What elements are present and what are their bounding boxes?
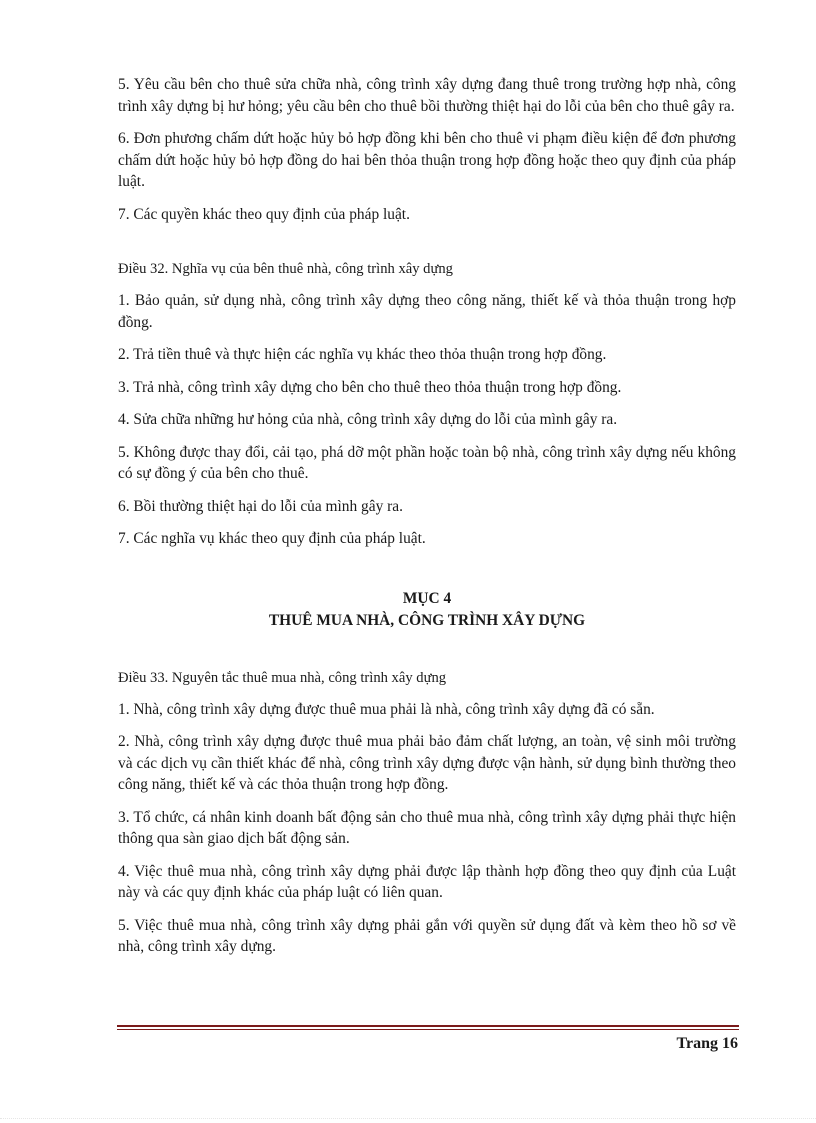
article33-item-2: 2. Nhà, công trình xây dựng được thuê mua phải bảo đảm chất lượng, an toàn, vệ sinh môi trường và các dịch vụ cần thiết khác để nhà, công trình xây dựng được vận hành, sử dụng bình thường theo công năng, thiết kế và các thỏa thuận trong hợp đồng. [118, 733, 736, 793]
article32-item-3: 3. Trả nhà, công trình xây dựng cho bên cho thuê theo thỏa thuận trong hợp đồng. [118, 378, 622, 396]
page-edge-divider [0, 1118, 816, 1119]
section-title: MỤC 4 [402, 589, 452, 607]
article33-item-3: 3. Tổ chức, cá nhân kinh doanh bất động sản cho thuê mua nhà, công trình xây dựng phải thực hiện thông qua sàn giao dịch bất động sản. [118, 808, 736, 847]
section-subtitle: THUÊ MUA NHÀ, CÔNG TRÌNH XÂY DỰNG [268, 611, 586, 629]
article32-item-1: 1. Bảo quản, sử dụng nhà, công trình xây dựng theo công năng, thiết kế và thỏa thuận trong hợp đồng. [118, 292, 736, 331]
article32-item-2: 2. Trả tiền thuê và thực hiện các nghĩa vụ khác theo thỏa thuận trong hợp đồng. [118, 346, 607, 363]
article32-item-6: 6. Bồi thường thiệt hại do lỗi của mình gây ra. [118, 497, 403, 515]
footer-divider [117, 1025, 739, 1030]
article33-item-5: 5. Việc thuê mua nhà, công trình xây dựng phải gắn với quyền sử dụng đất và kèm theo hồ sơ về nhà, công trình xây dựng. [118, 916, 736, 955]
article32-item-4: 4. Sửa chữa những hư hỏng của nhà, công trình xây dựng do lỗi của mình gây ra. [118, 411, 618, 428]
article33-heading: Điều 33. Nguyên tắc thuê mua nhà, công trình xây dựng [118, 669, 447, 686]
article33-item-4: 4. Việc thuê mua nhà, công trình xây dựng phải được lập thành hợp đồng theo quy định của Luật này và các quy định khác của pháp luật có liên quan. [118, 862, 736, 901]
document-body [118, 74, 736, 969]
article32-item-7: 7. Các nghĩa vụ khác theo quy định của pháp luật. [118, 530, 426, 547]
article31-item-7: 7. Các quyền khác theo quy định của pháp luật. [118, 205, 410, 223]
article32-item-5: 5. Không được thay đổi, cải tạo, phá dỡ một phần hoặc toàn bộ nhà, công trình xây dựng nếu không có sự đồng ý của bên cho thuê. [118, 443, 736, 482]
article32-heading: Điều 32. Nghĩa vụ của bên thuê nhà, công trình xây dựng [118, 261, 453, 277]
article31-item-5: 5. Yêu cầu bên cho thuê sửa chữa nhà, công trình xây dựng đang thuê trong trường hợp nhà, công trình xây dựng bị hư hỏng; yêu cầu bên cho thuê bồi thường thiệt hại do lỗi của bên cho thuê gây ra. [118, 76, 736, 115]
page-number: Trang 16 [676, 1035, 738, 1052]
article33-item-1: 1. Nhà, công trình xây dựng được thuê mua phải là nhà, công trình xây dựng đã có sẵn. [118, 700, 655, 718]
article31-item-6: 6. Đơn phương chấm dứt hoặc hủy bỏ hợp đồng khi bên cho thuê vi phạm điều kiện để đơn phương chấm dứt hoặc hủy bỏ hợp đồng do hai bên thỏa thuận trong hợp đồng hoặc theo quy định của pháp luật. [118, 130, 736, 190]
